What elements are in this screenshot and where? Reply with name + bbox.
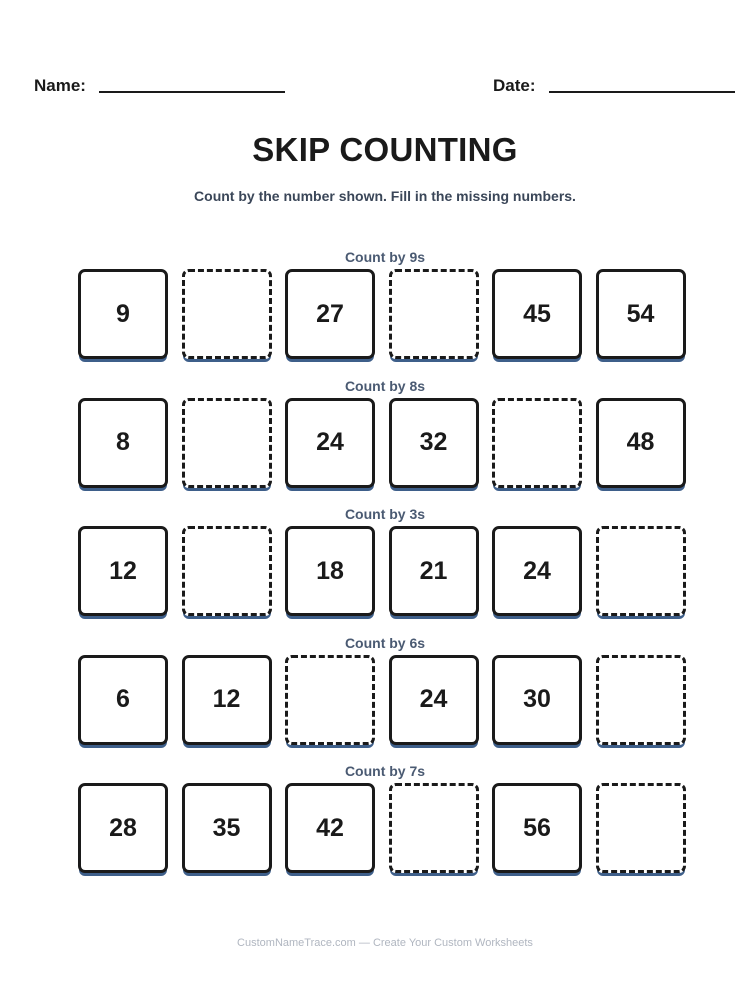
box-number: 45 xyxy=(523,299,551,328)
section-label: Count by 7s xyxy=(344,763,426,779)
name-field[interactable] xyxy=(34,76,285,96)
date-field[interactable] xyxy=(493,76,735,96)
box-number: 28 xyxy=(109,813,137,842)
number-box xyxy=(389,655,479,745)
box-number: 24 xyxy=(523,556,551,585)
box-number: 12 xyxy=(109,556,137,585)
number-box xyxy=(285,783,375,873)
box-number: 30 xyxy=(523,685,551,713)
number-box xyxy=(78,398,168,488)
box-number: 18 xyxy=(316,556,344,585)
answer-box[interactable] xyxy=(492,398,582,488)
number-row xyxy=(78,783,692,877)
answer-box[interactable] xyxy=(182,526,272,616)
box-number: 12 xyxy=(212,685,241,713)
number-box xyxy=(78,655,168,745)
number-box xyxy=(389,398,479,488)
number-row xyxy=(78,398,692,492)
answer-box[interactable] xyxy=(596,783,686,873)
number-row xyxy=(78,526,692,620)
answer-box[interactable] xyxy=(389,269,479,359)
instructions: Count by the number shown. Fill in the missing numbers. xyxy=(194,188,576,204)
box-number: 48 xyxy=(626,428,655,456)
page-title: SKIP COUNTING xyxy=(252,131,518,168)
number-box xyxy=(596,398,686,488)
number-row xyxy=(78,655,692,749)
worksheet-header xyxy=(34,76,738,96)
date-label: Date: xyxy=(493,76,536,95)
number-box xyxy=(285,526,375,616)
name-line[interactable] xyxy=(99,91,285,93)
section-label: Count by 9s xyxy=(344,249,426,265)
number-box xyxy=(182,783,272,873)
number-box xyxy=(492,655,582,745)
box-number: 24 xyxy=(316,428,344,456)
box-number: 8 xyxy=(116,428,130,456)
answer-box[interactable] xyxy=(182,398,272,488)
box-number: 56 xyxy=(523,813,551,842)
number-box xyxy=(596,269,686,359)
box-number: 32 xyxy=(419,428,448,456)
footer-credit: CustomNameTrace.com — Create Your Custom Worksheets xyxy=(237,937,533,949)
number-box xyxy=(492,783,582,873)
number-box xyxy=(389,526,479,616)
box-number: 6 xyxy=(116,685,130,713)
box-number: 9 xyxy=(116,299,130,328)
number-box xyxy=(78,526,168,616)
number-box xyxy=(492,269,582,359)
box-number: 42 xyxy=(316,813,344,842)
answer-box[interactable] xyxy=(596,655,686,745)
box-number: 21 xyxy=(419,556,448,585)
section-label: Count by 8s xyxy=(344,377,426,394)
date-line[interactable] xyxy=(549,91,735,93)
answer-box[interactable] xyxy=(285,655,375,745)
number-box xyxy=(182,655,272,745)
section-label: Count by 6s xyxy=(344,634,426,651)
name-label: Name: xyxy=(34,76,86,95)
box-number: 35 xyxy=(212,813,241,842)
box-number: 54 xyxy=(626,299,655,328)
box-number: 24 xyxy=(419,685,448,713)
number-row xyxy=(78,269,692,363)
answer-box[interactable] xyxy=(182,269,272,359)
number-box xyxy=(285,398,375,488)
section-label: Count by 3s xyxy=(344,506,426,522)
number-box xyxy=(492,526,582,616)
answer-box[interactable] xyxy=(389,783,479,873)
number-box xyxy=(78,783,168,873)
answer-box[interactable] xyxy=(596,526,686,616)
number-box xyxy=(285,269,375,359)
number-box xyxy=(78,269,168,359)
box-number: 27 xyxy=(316,299,344,328)
